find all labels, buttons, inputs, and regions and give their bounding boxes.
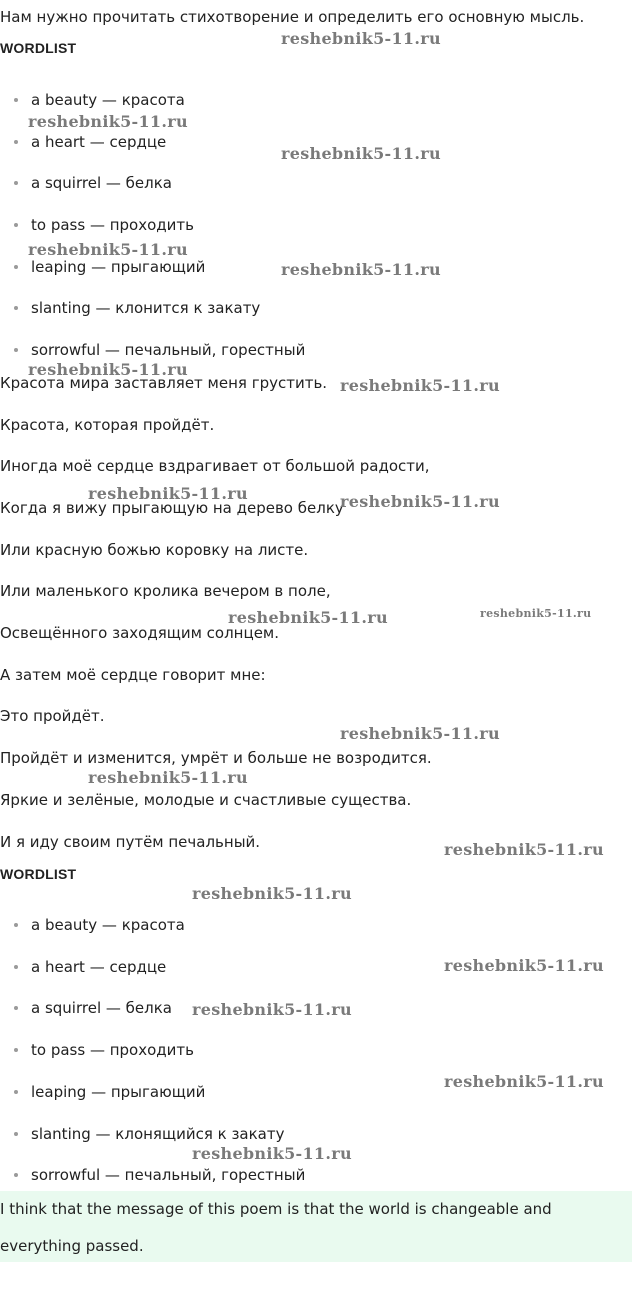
wordlist-2-item: sorrowful — печальный, горестный [14, 1165, 305, 1185]
poem-line: А затем моё сердце говорит мне: [0, 666, 266, 684]
poem-line: Яркие и зелёные, молодые и счастливые существа. [0, 791, 412, 809]
wordlist-1-item: slanting — клонится к закату [14, 298, 260, 318]
bullet-icon [14, 98, 18, 102]
poem-line: Иногда моё сердце вздрагивает от большой радости, [0, 457, 430, 475]
bullet-icon [14, 181, 18, 185]
watermark: reshebnik5-11.ru [28, 112, 188, 131]
watermark: reshebnik5-11.ru [340, 492, 500, 511]
bullet-icon [14, 1090, 18, 1094]
watermark: reshebnik5-11.ru [192, 1000, 352, 1019]
watermark: reshebnik5-11.ru [228, 608, 388, 627]
wordlist-1-item: to pass — проходить [14, 215, 194, 235]
wordlist-1-item: leaping — прыгающий [14, 257, 205, 277]
answer-block [0, 1191, 632, 1262]
watermark: reshebnik5-11.ru [88, 484, 248, 503]
watermark: reshebnik5-11.ru [192, 884, 352, 903]
bullet-icon [14, 1173, 18, 1177]
watermark: reshebnik5-11.ru [28, 240, 188, 259]
watermark: reshebnik5-11.ru [340, 724, 500, 743]
watermark: reshebnik5-11.ru [340, 376, 500, 395]
watermark: reshebnik5-11.ru [444, 1072, 604, 1091]
wordlist-2-item: a squirrel — белка [14, 998, 172, 1018]
intro-text: Нам нужно прочитать стихотворение и определить его основную мысль. [0, 8, 585, 26]
watermark: reshebnik5-11.ru [444, 956, 604, 975]
wordlist-1-item: sorrowful — печальный, горестный [14, 340, 305, 360]
poem-line: Это пройдёт. [0, 707, 105, 725]
wordlist-2-item: leaping — прыгающий [14, 1082, 205, 1102]
wordlist-2-item: a beauty — красота [14, 915, 185, 935]
poem-line: Красота мира заставляет меня грустить. [0, 374, 328, 392]
poem-line: Когда я вижу прыгающую на дерево белку [0, 499, 344, 517]
watermark: reshebnik5-11.ru [88, 768, 248, 787]
bullet-icon [14, 306, 18, 310]
bullet-icon [14, 140, 18, 144]
watermark: reshebnik5-11.ru [281, 144, 441, 163]
poem-line: И я иду своим путём печальный. [0, 833, 261, 851]
watermark: reshebnik5-11.ru [281, 29, 441, 48]
wordlist-2-item: slanting — клонящийся к закату [14, 1124, 284, 1144]
poem-line: Красота, которая пройдёт. [0, 416, 215, 434]
answer-line-2: everything passed. [0, 1237, 144, 1255]
wordlist-1-item: a beauty — красота [14, 90, 185, 110]
poem-line: Или красную божью коровку на листе. [0, 541, 309, 559]
answer-line-1: I think that the message of this poem is that the world is changeable and [0, 1200, 552, 1218]
bullet-icon [14, 1048, 18, 1052]
poem-line: Освещённого заходящим солнцем. [0, 624, 280, 642]
watermark: reshebnik5-11.ru [28, 360, 188, 379]
wordlist-2-item: to pass — проходить [14, 1040, 194, 1060]
watermark: reshebnik5-11.ru [281, 260, 441, 279]
wordlist-heading-1: WORDLIST [0, 40, 77, 56]
wordlist-2-item: a heart — сердце [14, 957, 166, 977]
watermark: reshebnik5-11.ru [480, 607, 592, 620]
bullet-icon [14, 965, 18, 969]
bullet-icon [14, 265, 18, 269]
bullet-icon [14, 923, 18, 927]
poem-line: Или маленького кролика вечером в поле, [0, 582, 331, 600]
bullet-icon [14, 223, 18, 227]
watermark: reshebnik5-11.ru [444, 840, 604, 859]
bullet-icon [14, 348, 18, 352]
wordlist-heading-2: WORDLIST [0, 866, 77, 882]
watermark: reshebnik5-11.ru [192, 1144, 352, 1163]
bullet-icon [14, 1132, 18, 1136]
bullet-icon [14, 1006, 18, 1010]
wordlist-1-item: a heart — сердце [14, 132, 166, 152]
wordlist-1-item: a squirrel — белка [14, 173, 172, 193]
poem-line: Пройдёт и изменится, умрёт и больше не возродится. [0, 749, 432, 767]
